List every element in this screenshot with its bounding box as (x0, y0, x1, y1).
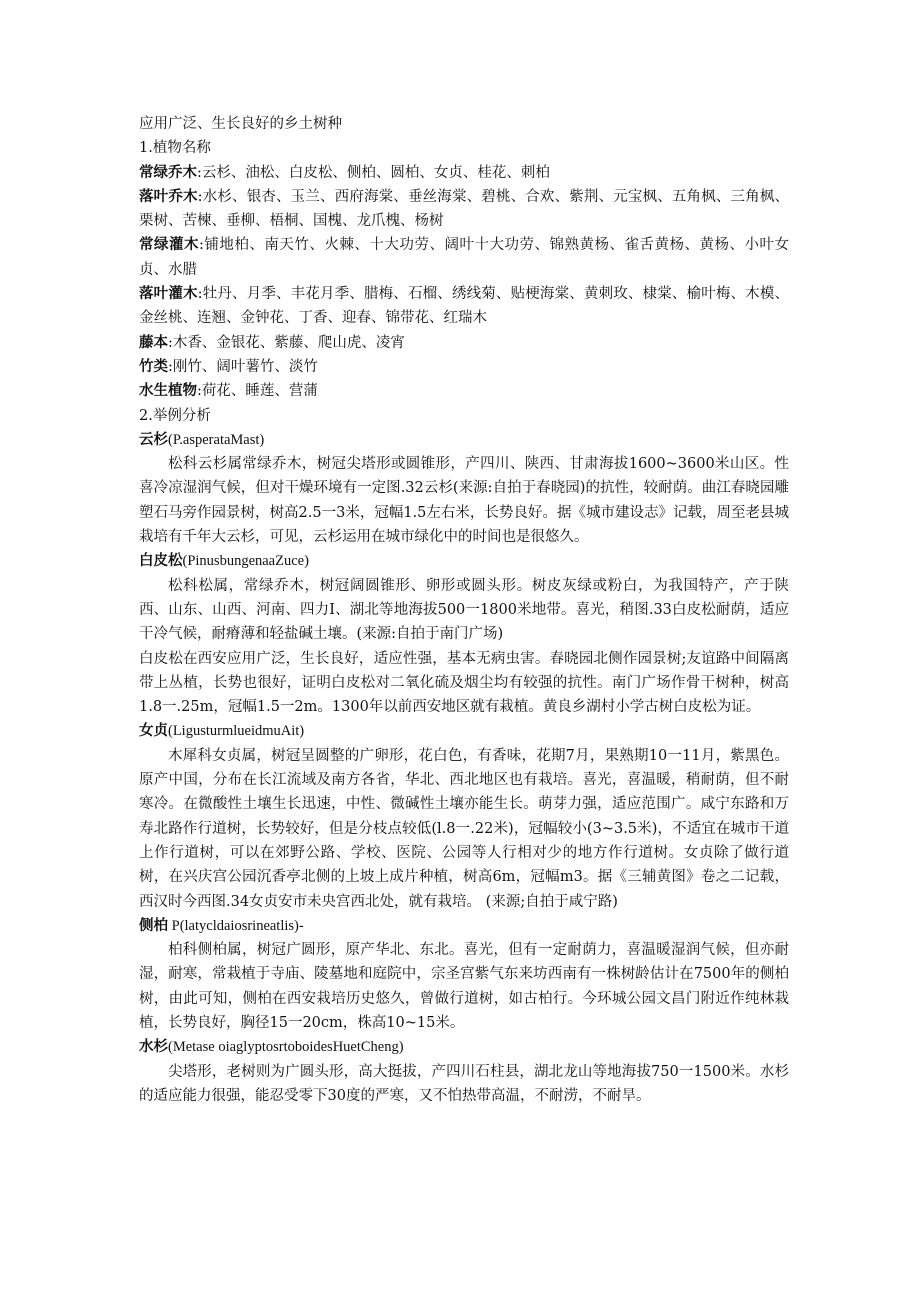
document-page (139, 112, 789, 1108)
species-paragraph: 柏科侧柏属，树冠广圆形，原产华北、东北。喜光，但有一定耐荫力，喜温暖湿润气候，但亦耐湿，耐寒，常栽植于寺庙、陵墓地和庭院中，宗圣宫紫气东来坊西南有一株树龄估计在7500年的侧柏树，由此可知，侧柏在西安栽培历史悠久，曾做行道树，如古柏行。今环城公园文昌门附近作纯林栽植，长势良好，胸径15一20cm，株高10~15米。 (139, 942, 789, 1031)
category-name: 常绿乔木 (139, 164, 197, 181)
species-cn-name: 侧柏 (139, 917, 168, 934)
category-deciduous-trees (139, 185, 789, 234)
category-vines (139, 331, 789, 355)
section-heading-examples: 2.举例分析 (139, 407, 211, 424)
species-latin-name: P(latycldaiosrineatlis)- (168, 917, 304, 934)
category-name: 常绿灌木 (139, 237, 200, 254)
document-title: 应用广泛、生长良好的乡土树种 (139, 116, 342, 132)
category-items: :牡丹、月季、丰花月季、腊梅、石榴、绣线菊、贴梗海棠、黄刺玫、棣棠、榆叶梅、木模、金丝桃、连翘、金钟花、丁香、迎春、锦带花、红瑞木 (139, 286, 790, 327)
category-name: 水生植物 (139, 383, 197, 400)
species-latin-name: (P.asperataMast) (168, 431, 265, 448)
category-evergreen-shrubs (139, 233, 789, 282)
species-paragraph: 尖塔形，老树则为广圆头形，高大挺拔，产四川石柱县，湖北龙山等地海拔750一1500米。水杉的适应能力很强，能忍受零下30度的严寒，又不怕热带高温，不耐涝，不耐旱。 (139, 1063, 789, 1104)
species-cn-name: 白皮松 (139, 553, 183, 570)
category-name: 竹类 (139, 358, 168, 375)
species-cn-name: 女贞 (139, 723, 168, 740)
category-items: :水杉、银杏、玉兰、西府海棠、垂丝海棠、碧桃、合欢、紫荆、元宝枫、五角枫、三角枫、栗树、苦楝、垂柳、梧桐、国槐、龙爪槐、杨树 (139, 188, 790, 230)
species-paragraph: 白皮松在西安应用广泛，生长良好，适应性强，基本无病虫害。春晓园北侧作园景树;友谊路中间隔离带上丛植，长势也很好，证明白皮松对二氧化硫及烟尘均有较强的抗性。南门广场作骨干树种，树高1.8一.25m，冠幅1.5一2m。1300年以前西安地区就有栽植。黄良乡湖村小学古树白皮松为证。 (139, 650, 789, 716)
section-heading-plant-names: 1.植物名称 (139, 140, 211, 157)
category-evergreen-trees (139, 161, 789, 185)
category-deciduous-shrubs (139, 282, 789, 331)
category-name: 藤本 (139, 334, 168, 351)
species-cn-name: 水杉 (139, 1039, 168, 1056)
species-heading-cebai (139, 914, 789, 938)
species-latin-name: (PinusbungenaaZuce) (182, 553, 309, 570)
category-bamboo (139, 355, 789, 379)
category-name: 落叶乔木 (139, 188, 198, 205)
species-latin-name: (LigusturmlueidmuAit) (168, 723, 305, 740)
species-paragraph: 木犀科女贞属，树冠呈圆整的广卵形，花白色，有香味，花期7月，果熟期10一11月，紫黑色。原产中国，分布在长江流域及南方各省，华北、西北地区也有栽培。喜光，喜温暖，稍耐荫，但不耐寒冷。在微酸性土壤生长迅速，中性、微碱性土壤亦能生长。萌芽力强，适应范围广。咸宁东路和万寿北路作行道树，长势较好，但是分枝点较低(l.8一.22米)，冠幅较小(3~3.5米)，不适宜在城市干道上作行道树，可以在郊野公路、学校、医院、公园等人行相对少的地方作行道树。女贞除了做行道树，在兴庆宫公园沉香亭北侧的上坡上成片种植，树高6m，冠幅m3。据《三辅黄图》卷之二记载，西汉时今西图.34女贞安市未央宫西北处，就有栽培。 (来源;自拍于咸宁路) (139, 747, 789, 910)
category-items: :木香、金银花、紫藤、爬山虎、凌宵 (168, 334, 405, 351)
category-items: :刚竹、阔叶薯竹、淡竹 (168, 358, 318, 375)
category-name: 落叶灌木 (139, 286, 198, 303)
species-heading-nvzhen (139, 719, 789, 743)
species-paragraph: 松科松属，常绿乔木，树冠阔圆锥形、卵形或圆头形。树皮灰绿或粉白，为我国特产，产于陕西、山东、山西、河南、四力I、湖北等地海拔500一1800米地带。喜光，稍图.33白皮松耐荫，适应干冷气候，耐瘠薄和轻盐碱土壤。(来源:自拍于南门广场) (139, 577, 789, 643)
species-heading-baipisong (139, 549, 789, 573)
species-cn-name: 云杉 (139, 431, 168, 448)
category-items: :铺地柏、南天竹、火棘、十大功劳、阔叶十大功劳、锦熟黄杨、雀舌黄杨、黄杨、小叶女贞、水腊 (139, 237, 789, 278)
species-heading-shuishan (139, 1035, 789, 1059)
category-items: :云杉、油松、白皮松、侧柏、圆柏、女贞、桂花、刺柏 (197, 164, 550, 181)
category-aquatic-plants (139, 379, 789, 403)
species-heading-yunshan (139, 428, 789, 452)
category-items: :荷花、睡莲、营蒲 (197, 383, 318, 400)
species-latin-name: (Metase oiaglyptosrtoboidesHuetCheng) (168, 1039, 404, 1056)
species-paragraph: 松科云杉属常绿乔木，树冠尖塔形或圆锥形，产四川、陕西、甘肃海拔1600~3600米山区。性喜冷凉湿润气候，但对干燥环境有一定图.32云杉(来源:自拍于春晓园)的抗性，较耐荫。曲江春晓园雕塑石马旁作园景树，树高2.5一3米，冠幅1.5左右米，长势良好。据《城市建设志》记载，周至老县城栽培有千年大云杉，可见，云杉运用在城市绿化中的时间也是很悠久。 (139, 456, 789, 546)
